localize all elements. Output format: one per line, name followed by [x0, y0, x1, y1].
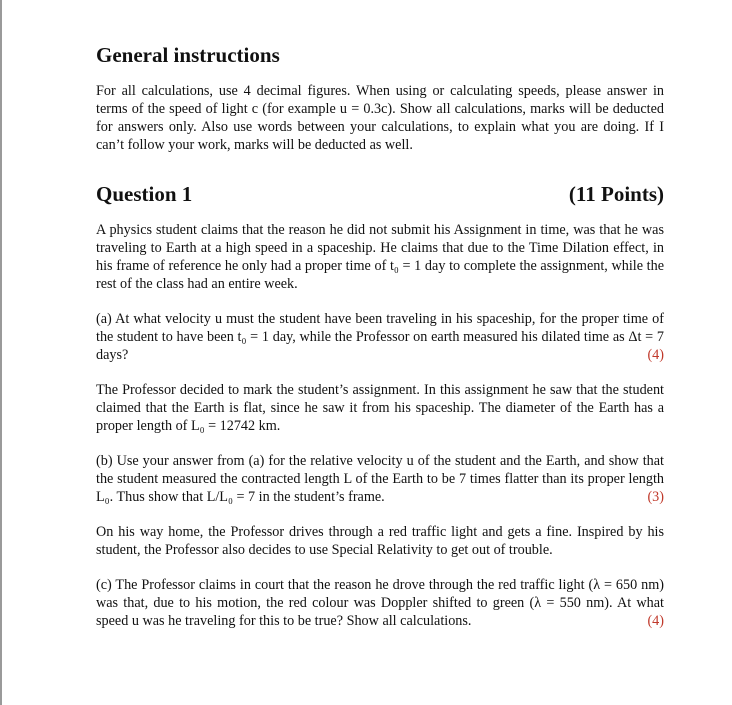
- part-c-text: (c) The Professor claims in court that the reason he drove through the red traffic light (λ = 650 nm) was that, due to his motion, the red colour was Doppler shifted to green (λ = 550 nm). At what speed u was he traveling for this to be true? Show all calculations.: [96, 577, 664, 629]
- general-instructions-text: For all calculations, use 4 decimal figures. When using or calculating speeds, please answer in terms of the speed of light c (for example u = 0.3c). Show all calculations, marks will be deducted for answers only. Also use words between your calculations, to explain what you are doing. If I can’t follow your work, marks will be deducted as well.: [96, 83, 664, 153]
- document-page: [96, 40, 664, 630]
- question-1-header: [96, 179, 664, 209]
- part-b-text: (b) Use your answer from (a) for the relative velocity u of the student and the Earth, and show that the student measured the contracted length L of the Earth to be 7 times flatter than its proper length L₀. Thus show that L/L₀ = 7 in the student’s frame.: [96, 453, 664, 505]
- question-1-title: Question 1: [96, 182, 193, 206]
- part-a-text: (a) At what velocity u must the student have been traveling in his spaceship, for the proper time of the student to have been t₀ = 1 day, while the Professor on earth measured his dilated time as Δt = 7 days?: [96, 311, 664, 363]
- part-c-mark: (4): [647, 613, 664, 629]
- context-b: The Professor decided to mark the student’s assignment. In this assignment he saw that the student claimed that the Earth is flat, since he saw it from his spaceship. The diameter of the Earth has a proper length of L₀ = 12742 km.: [96, 382, 664, 434]
- part-a-mark: (4): [647, 347, 664, 363]
- context-c: On his way home, the Professor drives through a red traffic light and gets a fine. Inspired by his student, the Professor also decides to use Special Relativity to get out of trouble.: [96, 524, 664, 558]
- general-instructions-heading: General instructions: [96, 43, 280, 67]
- part-a: [96, 310, 664, 364]
- part-b-mark: (3): [647, 489, 664, 505]
- question-1-intro: A physics student claims that the reason he did not submit his Assignment in time, was that he was traveling to Earth at a high speed in a spaceship. He claims that due to the Time Dilation effect, in his frame of reference he only had a proper time of t₀ = 1 day to complete the assignment, while the rest of the class had an entire week.: [96, 222, 664, 292]
- part-c: [96, 576, 664, 630]
- page-left-edge: [0, 0, 2, 705]
- part-b: [96, 452, 664, 506]
- question-1-points: (11 Points): [568, 182, 664, 206]
